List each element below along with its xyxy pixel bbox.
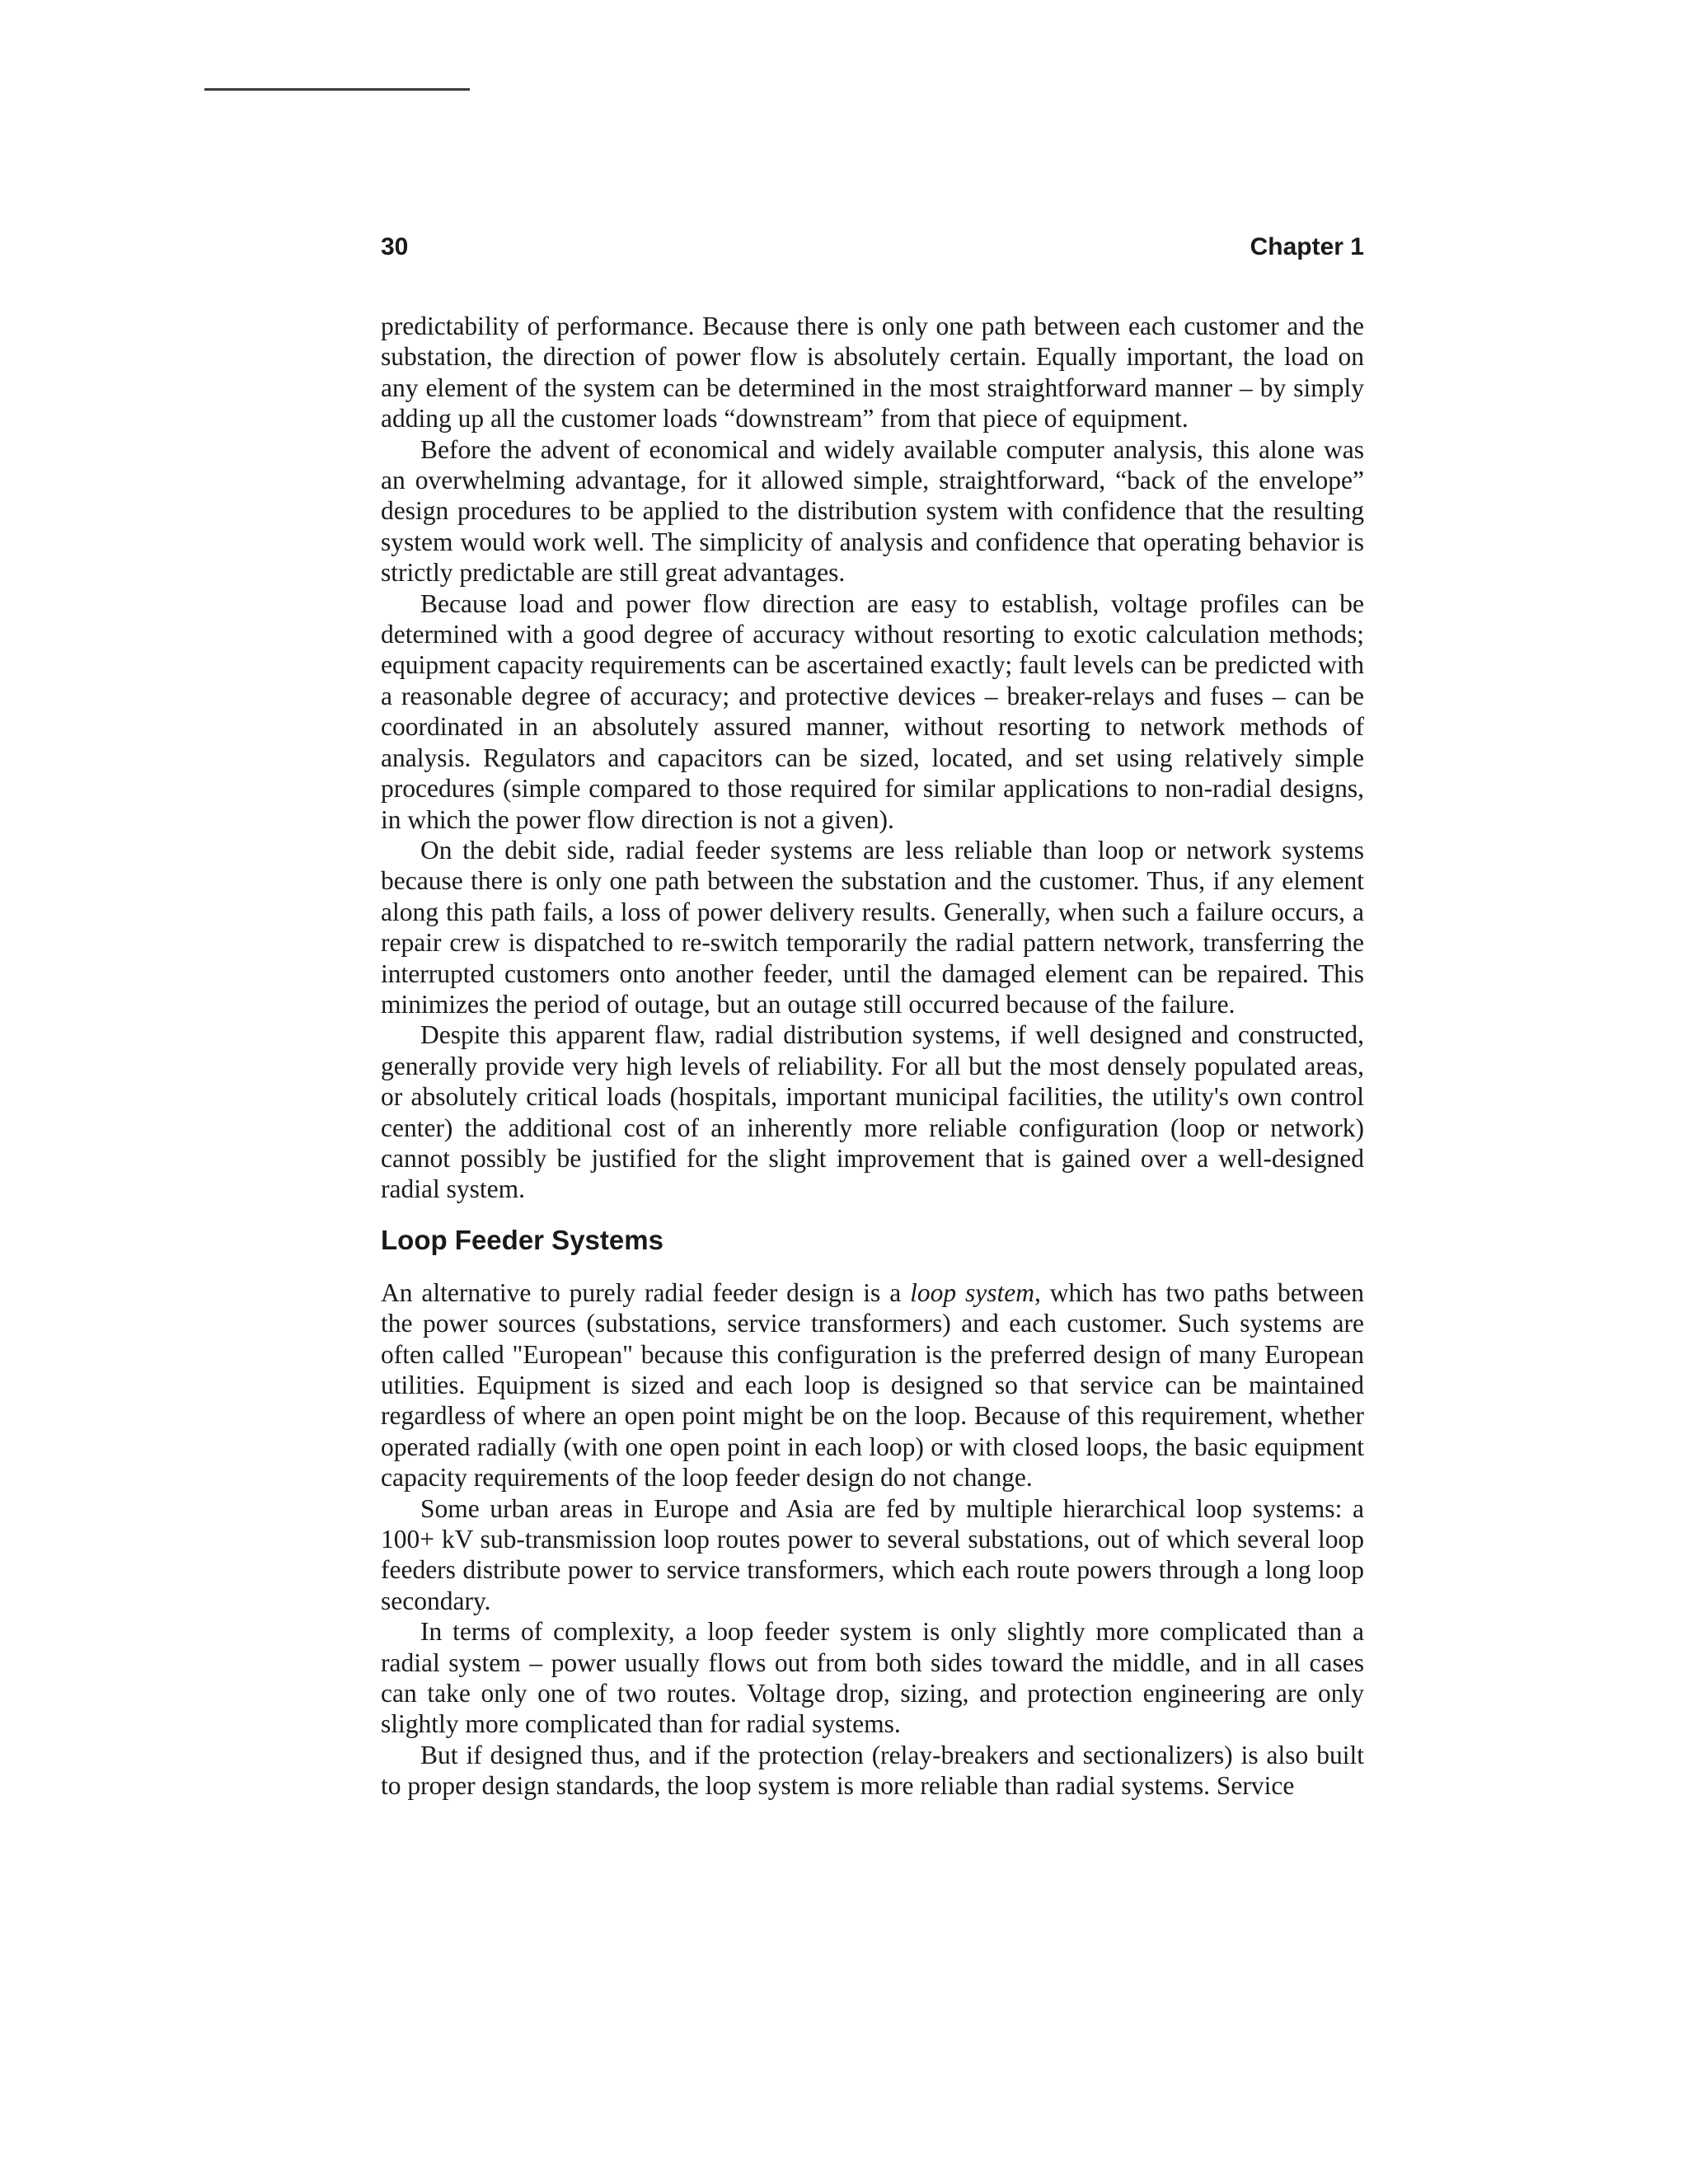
paragraph-loop-intro — [381, 1277, 1364, 1493]
paragraph-loop-reliability: But if designed thus, and if the protection (relay-breakers and sectionalizers) is also built to proper design standards, the loop system is more reliable than radial systems. Service — [381, 1740, 1364, 1801]
chapter-label: Chapter 1 — [1250, 233, 1364, 260]
scan-edge-rule — [204, 88, 470, 91]
section-heading-loop-feeder: Loop Feeder Systems — [381, 1224, 663, 1255]
paragraph-radial-advantage: Before the advent of economical and widely available computer analysis, this alone was an overwhelming advantage, for it allowed simple, straightforward, “back of the envelope” design procedures to be applied to the distribution system with confidence that the resulting system would work well. The simplicity of analysis and confidence that operating behavior is strictly predictable are still great advantages. — [381, 434, 1364, 588]
loop-system-term: loop system — [910, 1277, 1034, 1307]
paragraph-loop-complexity: In terms of complexity, a loop feeder system is only slightly more complicated than a radial system – power usually flows out from both sides toward the middle, and in all cases can take only one of two routes. Voltage drop, sizing, and protection engineering are only slightly more complicated than for radial systems. — [381, 1617, 1364, 1739]
paragraph-radial-conclusion: Despite this apparent flaw, radial distribution systems, if well designed and constructed, generally provide very high levels of reliability. For all but the most densely populated areas, or absolutely critical loads (hospitals, important municipal facilities, the utility's own control center) the additional cost of an inherently more reliable configuration (loop or network) cannot possibly be justified for the slight improvement that is gained over a well-designed radial system. — [381, 1020, 1364, 1204]
paragraph-radial-analysis: Because load and power flow direction are easy to establish, voltage profiles can be determined with a good degree of accuracy without resorting to exotic calculation methods; equipment capacity requirements can be ascertained exactly; fault levels can be predicted with a reasonable degree of accuracy; and protective devices – breaker-relays and fuses – can be coordinated in an absolutely assured manner, without resorting to network methods of analysis. Regulators and capacitors can be sized, located, and set using relatively simple procedures (simple compared to those required for similar applications to non-radial designs, in which the power flow direction is not a given). — [381, 588, 1364, 834]
paragraph-radial-reliability: On the debit side, radial feeder systems are less reliable than loop or network systems because there is only one path between the substation and the customer. Thus, if any element along this path fails, a loss of power delivery results. Generally, when such a failure occurs, a repair crew is dispatched to re-switch temporarily the radial pattern network, transferring the interrupted customers onto another feeder, until the damaged element can be repaired. This minimizes the period of outage, but an outage still occurred because of the failure. — [381, 835, 1364, 1019]
loop-intro-lead: An alternative to purely radial feeder design is a — [381, 1277, 911, 1307]
body-text — [381, 311, 1364, 1802]
paragraph-radial-predictability: predictability of performance. Because there is only one path between each customer and the substation, the direction of power flow is absolutely certain. Equally important, the load on any element of the system can be determined in the most straightforward manner – by simply adding up all the customer loads “downstream” from that piece of equipment. — [381, 312, 1364, 434]
page-number: 30 — [381, 233, 409, 260]
running-header — [381, 228, 1364, 266]
loop-intro-rest: , which has two paths between the power sources (substations, service transformers) and each customer. Such systems are often called "European" because this configuration is the preferred design of many European utilities. Equipment is sized and each loop is designed so that service can be maintained regardless of where an open point might be on the loop. Because of this requirement, whether operated radially (with one open point in each loop) or with closed loops, the basic equipment capacity requirements of the loop feeder design do not change. — [381, 1277, 1365, 1493]
paragraph-loop-hierarchical: Some urban areas in Europe and Asia are fed by multiple hierarchical loop systems: a 100+ kV sub-transmission loop routes power to several substations, out of which several loop feeders distribute power to service transformers, which each route powers through a long loop secondary. — [381, 1493, 1364, 1615]
